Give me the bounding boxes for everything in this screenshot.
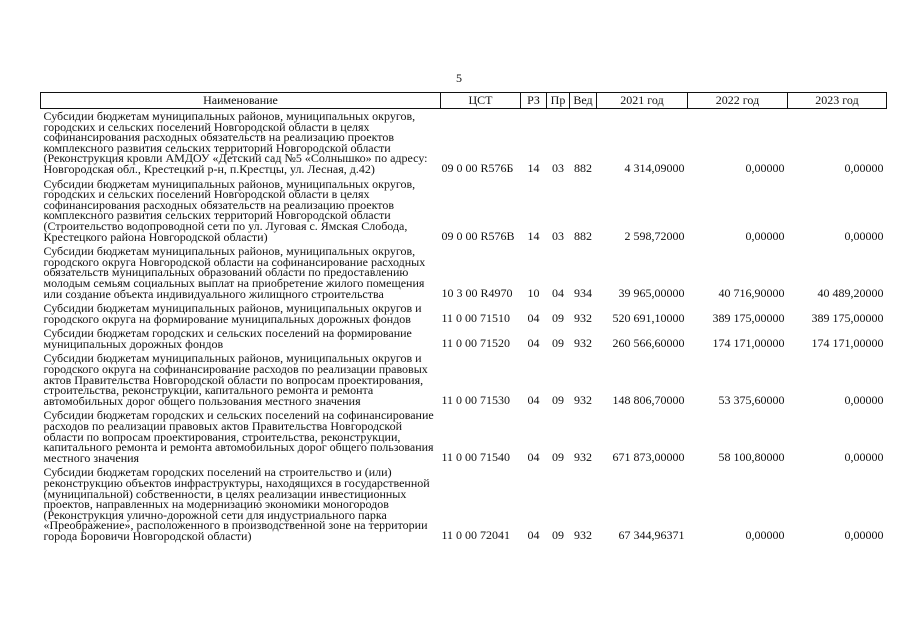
row-ved: 932	[574, 527, 592, 542]
row-name: Субсидии бюджетам городских поселений на строительство и (или) реконструкцию объектов инфраструктуры, находящихся в государственной (муниципальной) собственности, в целях реализации инвестиционных проектов, направленных на модернизацию экономики моногородов (Реконструкция улично-дорожной сети для индустриального парка «Преображение», расположенного в производственной зоне на территории города Боровичи Новгородской области)	[43, 465, 430, 543]
row-rz: 04	[527, 335, 540, 350]
row-2022: 40 716,90000	[718, 285, 785, 300]
row-cst: 11 0 00 71510	[441, 310, 511, 325]
row-name: Субсидии бюджетам городских и сельских поселений на формирование муниципальных дорожных фондов	[43, 326, 412, 351]
row-2021: 4 314,09000	[624, 160, 685, 175]
table-row	[41, 326, 887, 351]
header-2023: 2023 год	[788, 93, 887, 109]
header-pr: Пр	[547, 93, 570, 109]
row-ved: 932	[574, 335, 592, 350]
row-2023: 40 489,20000	[817, 285, 884, 300]
table-row	[41, 408, 887, 465]
row-pr: 09	[552, 392, 564, 407]
row-2023: 0,00000	[844, 392, 884, 407]
row-2021: 2 598,72000	[624, 228, 685, 243]
row-name: Субсидии бюджетам муниципальных районов, муниципальных округов, городских и сельских поселений Новгородской области в целях софинансирования расходных обязательств на реализацию проектов комплексного развития сельских территорий Новгородской области (Реконструкция кровли АМДОУ «Детский сад №5 «Солнышко» по адресу: Новгородская обл., Крестецкий р-н, п.Крестцы, ул. Лесная, д.42)	[43, 109, 428, 176]
row-ved: 882	[574, 228, 592, 243]
row-2022: 0,00000	[745, 228, 785, 243]
row-cst: 09 0 00 R576В	[441, 228, 515, 243]
row-ved: 932	[574, 392, 592, 407]
row-2023: 0,00000	[844, 160, 884, 175]
row-rz: 14	[527, 228, 540, 243]
row-pr: 09	[552, 527, 564, 542]
row-rz: 04	[527, 527, 540, 542]
row-name: Субсидии бюджетам муниципальных районов, муниципальных округов, городского округа Новгородской области на софинансирование расходных обязательств муниципальных образований области по предоставлению молодым семьям социальных выплат на приобретение жилого помещения или создание объекта индивидуального жилищного строительства	[43, 244, 426, 301]
table-row	[41, 465, 887, 543]
row-cst: 10 3 00 R4970	[441, 285, 513, 300]
table-row	[41, 301, 887, 326]
row-ved: 882	[574, 160, 592, 175]
row-2022: 58 100,80000	[718, 449, 785, 464]
header-2021: 2021 год	[597, 93, 688, 109]
row-2021: 520 691,10000	[612, 310, 685, 325]
budget-table	[40, 92, 887, 544]
row-rz: 04	[527, 392, 540, 407]
row-2023: 0,00000	[844, 449, 884, 464]
header-ved: Вед	[570, 93, 597, 109]
row-name: Субсидии бюджетам муниципальных районов, муниципальных округов и городского округа на софинансирование расходов по реализации правовых актов Правительства Новгородской области по вопросам проектирования, строительства, реконструкции, капитального ремонта и ремонта автомобильных дорог общего пользования местного значения	[43, 351, 428, 408]
row-name: Субсидии бюджетам городских и сельских поселений на софинансирование расходов по реализации правовых актов Правительства Новгородской области по вопросам проектирования, строительства, реконструкции, капитального ремонта и ремонта автомобильных дорог общего пользования местного значения	[43, 408, 434, 465]
row-2022: 0,00000	[745, 160, 785, 175]
row-2021: 39 965,00000	[618, 285, 685, 300]
row-name: Субсидии бюджетам муниципальных районов, муниципальных округов, городских и сельских поселений Новгородской области в целях софинансирования расходных обязательств на реализацию проектов комплексного развития сельских территорий Новгородской области (Строительство водопроводной сети по ул. Луговая с. Ямская Слобода, Крестецкого района Новгородской области)	[43, 176, 416, 244]
row-pr: 03	[552, 228, 564, 243]
row-cst: 11 0 00 72041	[441, 527, 511, 542]
row-ved: 932	[574, 449, 592, 464]
row-2023: 389 175,00000	[811, 310, 884, 325]
header-2022: 2022 год	[688, 93, 788, 109]
row-pr: 09	[552, 310, 564, 325]
row-2023: 0,00000	[844, 527, 884, 542]
table-row	[41, 109, 887, 177]
row-pr: 03	[552, 160, 564, 175]
row-pr: 09	[552, 449, 564, 464]
row-2023: 174 171,00000	[811, 335, 884, 350]
page-number: 5	[456, 71, 462, 85]
table-header-row	[41, 93, 887, 109]
row-pr: 09	[552, 335, 564, 350]
table-row	[41, 177, 887, 245]
row-2022: 0,00000	[745, 527, 785, 542]
row-cst: 11 0 00 71530	[441, 392, 511, 407]
header-name: Наименование	[41, 93, 441, 109]
row-cst: 11 0 00 71520	[441, 335, 511, 350]
row-2021: 148 806,70000	[612, 392, 685, 407]
row-rz: 10	[527, 285, 540, 300]
row-cst: 09 0 00 R576Б	[441, 160, 514, 175]
row-2022: 389 175,00000	[712, 310, 785, 325]
row-2021: 67 344,96371	[618, 527, 685, 542]
table-row	[41, 351, 887, 408]
row-name: Субсидии бюджетам муниципальных районов, муниципальных округов и городского округа на формирование муниципальных дорожных фондов	[43, 301, 422, 326]
row-2023: 0,00000	[844, 228, 884, 243]
row-ved: 934	[574, 285, 592, 300]
row-ved: 932	[574, 310, 592, 325]
table-row	[41, 244, 887, 301]
row-2022: 53 375,60000	[718, 392, 785, 407]
row-2021: 260 566,60000	[612, 335, 685, 350]
row-2021: 671 873,00000	[612, 449, 685, 464]
row-pr: 04	[552, 285, 564, 300]
row-rz: 14	[527, 160, 540, 175]
row-rz: 04	[527, 449, 540, 464]
row-rz: 04	[527, 310, 540, 325]
header-rz: РЗ	[521, 93, 547, 109]
header-cst: ЦСТ	[441, 93, 521, 109]
row-cst: 11 0 00 71540	[441, 449, 511, 464]
row-2022: 174 171,00000	[712, 335, 785, 350]
